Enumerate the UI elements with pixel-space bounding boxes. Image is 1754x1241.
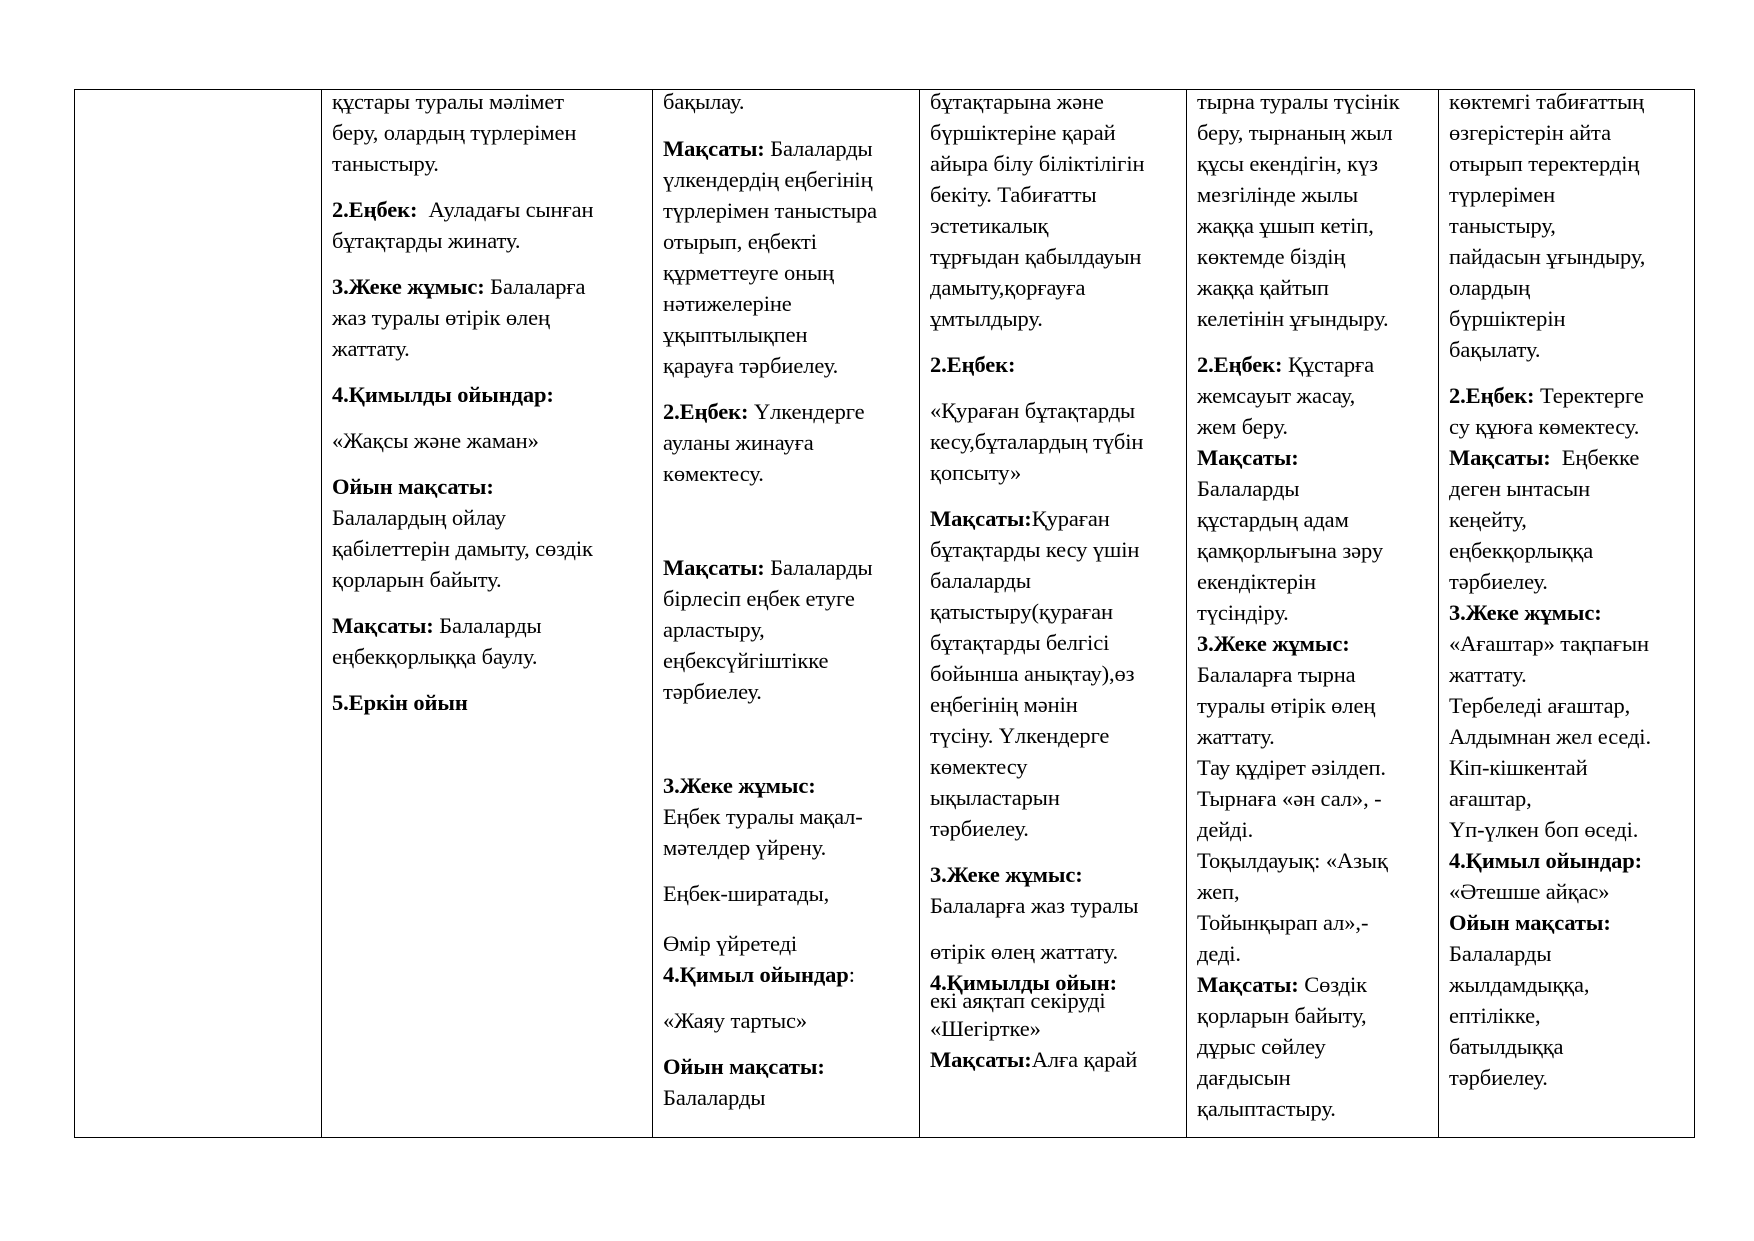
cell-text-line [1449,754,1588,782]
text-segment: құрметтеуге оның [663,260,835,285]
text-segment: көктемде біздің [1197,244,1346,269]
cell-text-line [332,689,468,717]
text-segment: «Жақсы және жаман» [332,428,539,453]
cell-text-line [663,772,816,800]
text-segment: Қураған [1031,506,1110,531]
bold-heading: 2.Еңбек: [1197,352,1283,377]
text-segment: жаттату. [1197,724,1275,749]
column-1-cell [322,90,653,1138]
text-segment: бүршіктерін [1449,306,1566,331]
cell-text-line [1197,940,1241,968]
text-segment: бұтақтарды белгісі [930,630,1110,655]
text-segment: Балаларды [764,136,873,161]
cell-text-line [663,585,855,613]
cell-text-line [1449,599,1602,627]
table-row [75,90,1695,1138]
cell-text-line [930,598,1113,626]
text-segment: Кіп-кішкентай [1449,755,1588,780]
text-segment: қалыптастыру. [1197,1096,1336,1121]
text-segment: дұрыс сөйлеу [1197,1034,1326,1059]
text-segment: беру, тырнаның жыл [1197,120,1393,145]
bold-heading: Мақсаты: [930,506,1032,531]
cell-text-line [332,427,539,455]
cell-text-line [332,473,494,501]
cell-text-line [1449,212,1556,240]
cell-text-line [663,429,814,457]
text-segment: көмектесу. [663,461,764,486]
cell-text-line [1449,243,1645,271]
cell-text-line [1449,1033,1563,1061]
cell-text-line [930,938,1118,966]
text-segment: кесу,бұталардың түбін [930,429,1144,454]
text-segment: өтірік өлең жаттату. [930,939,1118,964]
cell-text-line [1449,630,1649,658]
text-segment: батылдыққа [1449,1034,1564,1059]
text-segment: қатыстыру(қураған [930,599,1113,624]
text-segment: тәрбиелеу. [930,816,1029,841]
text-segment: Балаларға тырна [1197,662,1356,687]
text-segment: Тырнаға «ән сал», - [1197,786,1382,811]
cell-text-line [1197,150,1378,178]
text-segment: еңбекқорлыққа [1449,538,1594,563]
text-segment: түсіндіру. [1197,600,1289,625]
cell-text-line [332,535,593,563]
cell-text-line [1449,723,1651,751]
bold-heading: Мақсаты: [1197,972,1299,997]
text-segment: құстары туралы мәлімет [332,90,565,114]
cell-text-line [1449,90,1644,116]
text-segment: Еңбек туралы мақал- [663,804,863,829]
bold-heading: Мақсаты: [930,1047,1032,1072]
cell-text-line [1197,723,1275,751]
text-segment: бойынша анықтау),өз [930,661,1135,686]
text-segment: туралы өтірік өлең [1197,693,1376,718]
cell-text-line [1449,1002,1541,1030]
cell-text-line [663,90,744,116]
text-segment: Балаларды [1197,476,1300,501]
cell-text-line [663,460,764,488]
bold-heading: 3.Жеке жұмыс: [1449,600,1602,625]
cell-text-line [1449,506,1527,534]
text-segment: олардың [1449,275,1531,300]
text-segment: жаттату. [332,336,410,361]
cell-text-line [930,90,1104,116]
cell-text-line [663,290,792,318]
cell-text-line [1197,661,1356,689]
cell-text-line [332,504,506,532]
text-segment: мәтелдер үйрену. [663,835,827,860]
cell-text-line [930,274,1085,302]
bold-heading: 3.Жеке жұмыс: [1197,631,1350,656]
cell-text-line [332,381,554,409]
cell-text-line [930,815,1029,843]
cell-text-line [1449,305,1565,333]
text-segment: үлкендердің еңбегінің [663,167,873,192]
cell-text-line [663,321,807,349]
text-segment: қамқорлығына зәру [1197,538,1384,563]
text-segment: екі аяқтап секіруді [930,988,1106,1013]
text-segment: «Әтешше айқас» [1449,879,1610,904]
cell-text-line [1449,940,1551,968]
cell-text-line [1197,816,1253,844]
column-5-cell [1439,90,1695,1138]
cell-text-line [1197,878,1240,906]
text-segment: айыра білу біліктілігін [930,151,1145,176]
cell-text-line [1449,568,1548,596]
text-segment: Алға қарай [1031,1047,1138,1072]
text-segment: ұмтылдыру. [930,306,1043,331]
text-segment: «Жаяу тартыс» [663,1008,807,1033]
text-segment: ағаштар, [1449,786,1532,811]
cell-text-line [1197,630,1350,658]
cell-text-line [930,181,1096,209]
text-segment: бүршіктеріне қарай [930,120,1116,145]
bold-heading: 4.Қимылды ойындар: [332,382,554,407]
text-segment: Теректерге [1534,383,1644,408]
text-segment: көктемгі табиғаттың [1449,90,1645,114]
text-segment: жаққа ұшып кетіп, [1197,213,1374,238]
text-segment: : [848,962,855,987]
text-segment: жаттату. [1449,662,1527,687]
cell-text-line [1449,1064,1548,1092]
cell-text-line [1449,537,1593,565]
cell-text-line [930,660,1134,688]
text-segment: деген ынтасын [1449,476,1591,501]
bold-heading: 5.Еркін ойын [332,690,468,715]
cell-text-line [1197,305,1389,333]
column-3-cell [920,90,1187,1138]
text-segment: құстардың адам [1197,507,1349,532]
text-segment: еңбекқорлыққа баулу. [332,644,538,669]
text-segment: «Шегіртке» [930,1016,1041,1041]
bold-heading: 4.Қимылды ойын: [930,970,1117,995]
text-segment: Балалардың ойлау [332,505,506,530]
cell-text-line [663,166,873,194]
bold-heading: Мақсаты: [1197,445,1299,470]
bold-heading: 2.Еңбек: [930,352,1016,377]
cell-text-line [930,784,1060,812]
text-segment: мезгілінде жылы [1197,182,1358,207]
cell-text-line [930,987,1106,1015]
text-segment: жем беру. [1197,414,1288,439]
bold-heading: Ойын мақсаты: [332,474,494,499]
text-segment: бірлесіп еңбек етуге [663,586,855,611]
cell-text-line [663,803,863,831]
cell-text-line [1449,382,1644,410]
cell-text-line [930,536,1139,564]
cell-text-line [1449,878,1609,906]
cell-text-line [663,398,864,426]
text-segment: бекіту. Табиғатты [930,182,1097,207]
cell-text-line [1197,351,1374,379]
text-segment: деді. [1197,941,1241,966]
bold-heading: 3.Жеке жұмыс: [332,274,485,299]
bold-heading: 2.Еңбек: [663,399,749,424]
text-segment: жылдамдыққа, [1449,972,1590,997]
cell-text-line [663,1007,807,1035]
cell-text-line [1449,413,1639,441]
cell-text-line [930,428,1143,456]
text-segment: тұрғыдан қабылдауын [930,244,1142,269]
text-segment: Үлкендерге [748,399,865,424]
cell-text-line [663,961,855,989]
cell-text-line [663,1053,825,1081]
bold-heading: Мақсаты: [663,136,765,161]
cell-text-line [1197,274,1329,302]
text-segment: су құюға көмектесу. [1449,414,1640,439]
text-segment: Тойынқырап ал»,- [1197,910,1369,935]
cell-text-line [1449,181,1555,209]
cell-text-line [663,834,826,862]
text-segment: жаз туралы өтірік өлең [332,305,550,330]
cell-text-line [930,1046,1137,1074]
cell-text-line [663,554,873,582]
bold-heading: 4.Қимыл ойындар: [1449,848,1643,873]
text-segment: дағдысын [1197,1065,1291,1090]
cell-text-line [663,880,829,908]
bold-heading: Ойын мақсаты: [663,1054,825,1079]
text-segment: Құстарға [1282,352,1374,377]
cell-text-line [930,629,1109,657]
cell-text-line [930,119,1116,147]
cell-text-line [1449,274,1530,302]
cell-text-line [332,150,439,178]
column-0-cell [75,90,322,1138]
text-segment: пайдасын ұғындыру, [1449,244,1646,269]
cell-text-line [663,678,762,706]
text-segment: бұтақтарды жинату. [332,228,521,253]
cell-text-line [1197,537,1383,565]
cell-text-line [1449,119,1611,147]
cell-text-line [930,892,1138,920]
text-segment: Тербеледі ағаштар, [1449,693,1631,718]
cell-text-line [1197,971,1367,999]
cell-text-line [332,196,593,224]
text-segment: көмектесу [930,754,1028,779]
text-segment: бұтақтарына және [930,90,1104,114]
text-segment: Сөздік [1298,972,1367,997]
cell-text-line [1449,909,1611,937]
cell-text-line [930,505,1110,533]
cell-text-line [663,647,828,675]
cell-text-line [332,566,502,594]
cell-text-line [1197,599,1289,627]
text-segment: таныстыру, [1449,213,1556,238]
cell-text-line [1197,1033,1326,1061]
text-segment: Тау құдірет әзілдеп. [1197,755,1386,780]
cell-text-line [663,352,838,380]
cell-text-line [1197,1064,1291,1092]
cell-text-line [1449,785,1532,813]
cell-text-line [930,691,1078,719]
cell-text-line [1197,119,1392,147]
text-segment: ауланы жинауға [663,430,814,455]
cell-text-line [930,397,1135,425]
text-segment: ықыластарын [930,785,1060,810]
cell-text-line [1197,243,1345,271]
text-segment: балаларды [930,568,1031,593]
bold-heading: 4.Қимыл ойындар [663,962,849,987]
text-segment: қопсыту» [930,460,1022,485]
cell-text-line [332,119,576,147]
cell-text-line [930,567,1031,595]
bold-heading: Мақсаты: [663,555,765,580]
cell-text-line [1197,181,1358,209]
cell-text-line [930,722,1109,750]
text-segment: отырып, еңбекті [663,229,817,254]
text-segment: Еңбек-ширатады, [663,881,830,906]
text-segment: жаққа қайтып [1197,275,1329,300]
bold-heading: 3.Жеке жұмыс: [663,773,816,798]
text-segment: Балаларды [764,555,873,580]
text-segment: Еңбекке [1550,445,1640,470]
text-segment: еңбексүйгіштікке [663,648,829,673]
cell-text-line [663,135,873,163]
bold-heading: 2.Еңбек: [1449,383,1535,408]
text-segment: отырып теректердің [1449,151,1640,176]
text-segment: қорларын байыту, [1197,1003,1367,1028]
cell-text-line [332,643,537,671]
cell-text-line [663,259,834,287]
cell-text-line [663,930,797,958]
cell-text-line [332,304,550,332]
text-segment: таныстыру. [332,151,439,176]
cell-text-line [930,212,1048,240]
cell-text-line [663,1084,765,1112]
text-segment: келетінін ұғындыру. [1197,306,1389,331]
cell-text-line [930,459,1021,487]
cell-text-line [332,335,410,363]
text-segment: дейді. [1197,817,1254,842]
text-segment: кеңейту, [1449,507,1527,532]
bold-heading: 3.Жеке жұмыс: [930,862,1083,887]
cell-text-line [1449,816,1638,844]
text-segment: «Қураған бұтақтарды [930,398,1136,423]
bold-heading: Ойын мақсаты: [1449,910,1611,935]
cell-text-line [1449,475,1590,503]
cell-text-line [663,228,817,256]
text-segment: Үп-үлкен боп өседі. [1449,817,1639,842]
text-segment: тырна туралы түсінік [1197,90,1400,114]
text-segment: эстетикалық [930,213,1049,238]
text-segment: бақылату. [1449,337,1541,362]
cell-text-line [930,861,1083,889]
text-segment: арластыру, [663,617,765,642]
text-segment: Өмір үйретеді [663,931,798,956]
cell-text-line [930,243,1141,271]
cell-text-line [1197,382,1355,410]
text-segment: қорларын байыту. [332,567,502,592]
cell-text-line [1449,444,1639,472]
cell-text-line [663,197,877,225]
cell-text-line [1197,444,1299,472]
bold-heading: Мақсаты: [1449,445,1551,470]
cell-text-line [1449,692,1630,720]
text-segment: ептілікке, [1449,1003,1541,1028]
cell-text-line [1197,568,1316,596]
cell-text-line [1197,1095,1336,1123]
text-segment: құсы екендігін, күз [1197,151,1378,176]
cell-text-line [663,616,765,644]
plan-table [74,89,1695,1138]
cell-text-line [1197,212,1374,240]
text-segment: екендіктерін [1197,569,1316,594]
text-segment: еңбегінің мәнін [930,692,1078,717]
text-segment: Балаларды [663,1085,766,1110]
text-segment: дамыту,қорғауға [930,275,1086,300]
cell-text-line [332,90,564,116]
text-segment: Тоқылдауық: «Азық [1197,848,1388,873]
cell-text-line [1449,971,1589,999]
cell-text-line [930,150,1144,178]
cell-text-line [332,612,542,640]
bold-heading: 2.Еңбек: [332,197,418,222]
text-segment: түрлерімен таныстыра [663,198,878,223]
cell-text-line [1197,506,1349,534]
cell-text-line [332,227,520,255]
text-segment: ұқыптылықпен [663,322,808,347]
cell-text-line [1449,150,1639,178]
text-segment: Балаларды [433,613,542,638]
text-segment: жеп, [1197,879,1240,904]
text-segment: жемсауыт жасау, [1197,383,1356,408]
text-segment: бақылау. [663,90,745,114]
cell-text-line [1449,847,1642,875]
cell-text-line [930,351,1015,379]
column-2-cell [653,90,920,1138]
cell-text-line [930,305,1043,333]
text-segment: беру, олардың түрлерімен [332,120,577,145]
cell-text-line [1197,909,1368,937]
cell-text-line [1197,1002,1367,1030]
cell-text-line [930,1015,1041,1043]
cell-text-line [930,753,1027,781]
cell-text-line [1197,475,1299,503]
text-segment: нәтижелеріне [663,291,792,316]
text-segment: түрлерімен [1449,182,1556,207]
text-segment: Балаларға жаз туралы [930,893,1139,918]
cell-text-line [1197,90,1400,116]
text-segment: Балаларды [1449,941,1552,966]
column-4-cell [1187,90,1439,1138]
text-segment: Ауладағы сынған [417,197,594,222]
cell-text-line [1449,661,1527,689]
text-segment: бұтақтарды кесу үшін [930,537,1140,562]
text-segment: тәрбиелеу. [1449,1065,1548,1090]
text-segment: тәрбиелеу. [1449,569,1548,594]
cell-text-line [1197,413,1288,441]
cell-text-line [332,273,585,301]
text-segment: қарауға тәрбиелеу. [663,353,839,378]
text-segment: Алдымнан жел еседі. [1449,724,1651,749]
text-segment: тәрбиелеу. [663,679,762,704]
cell-text-line [1449,336,1540,364]
text-segment: түсіну. Үлкендерге [930,723,1110,748]
text-segment: «Ағаштар» тақпағын [1449,631,1649,656]
text-segment: өзгерістерін айта [1449,120,1611,145]
cell-text-line [1197,754,1386,782]
bold-heading: Мақсаты: [332,613,434,638]
cell-text-line [1197,785,1382,813]
cell-text-line [1197,692,1375,720]
text-segment: Балаларға [484,274,586,299]
text-segment: қабілеттерін дамыту, сөздік [332,536,593,561]
cell-text-line [1197,847,1388,875]
